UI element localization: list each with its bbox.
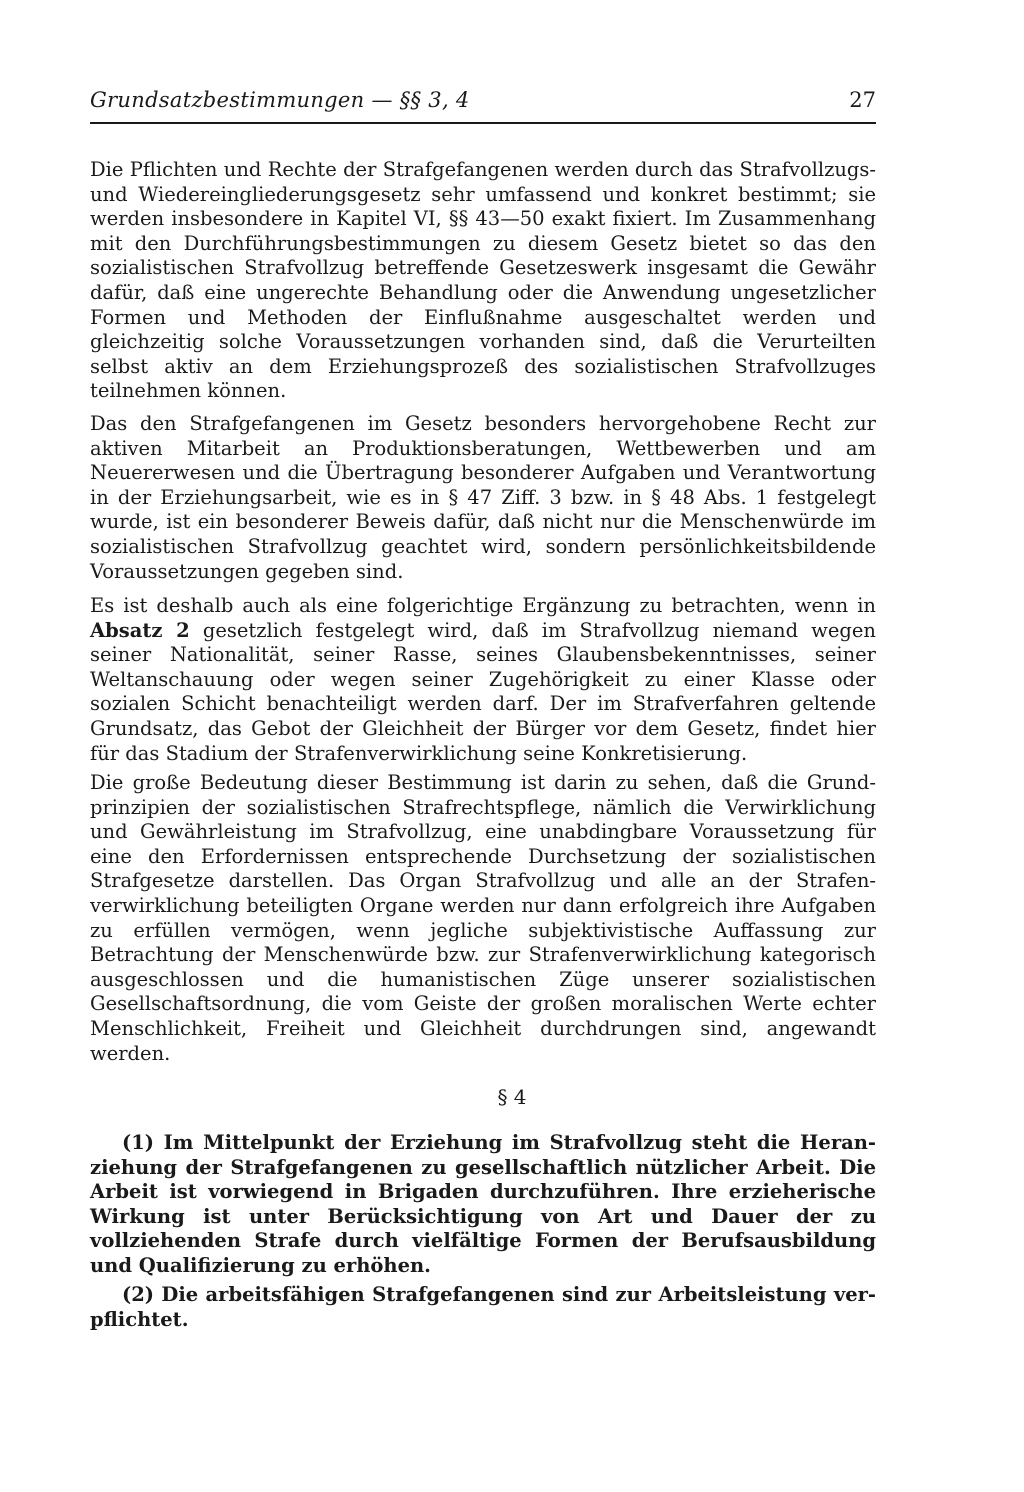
paragraph-absatz-2 bbox=[90, 594, 876, 766]
running-header bbox=[90, 84, 876, 124]
paragraph-absatz-2-rest: gesetzlich festgelegt wird, daß im Strafvollzug niemand wegen seiner Nationalität, seiner Rasse, seines Glaubensbekenntnisses, seiner Weltanschauung oder wegen seiner Zugehörigkeit zu einer Klasse oder sozialen Schicht benachteiligt werden darf. Der im Strafverfahren geltende Grundsatz, das Gebot der Gleichheit der Bürger vor dem Gesetz, findet hier für das Stadium der Strafenverwirklichung seine Konkretisierung. bbox=[90, 618, 876, 765]
paragraph-duties-rights: Die Pflichten und Rechte der Strafgefangenen werden durch das Strafvollzugs- und Wiedereingliederungsgesetz sehr umfassend und konkret bestimmt; sie werden insbesondere in Kapitel VI, §§ 43—50 exakt fixiert. Im Zusammenhang mit den Durchführungsbestimmungen zu diesem Gesetz bietet so das den sozialistischen Strafvollzug betreffende Gesetzeswerk insgesamt die Gewähr dafür, daß eine ungerechte Behandlung oder die Anwendung ungesetzlicher Formen und Methoden der Einflußnahme ausgeschaltet werden und gleichzeitig solche Voraussetzungen vorhanden sind, daß die Verurteilten selbst aktiv an dem Erziehungsprozeß des sozialistischen Strafvollzuges teilnehmen können. bbox=[90, 158, 876, 403]
absatz-2-reference: Absatz 2 bbox=[90, 618, 190, 642]
header-title: Grundsatzbestimmungen — §§ 3, 4 bbox=[90, 88, 470, 112]
section-heading: § 4 bbox=[497, 1085, 527, 1109]
paragraph-participation-right: Das den Strafgefangenen im Gesetz besonders hervorgehobene Recht zur aktiven Mitarbeit an Produktionsberatungen, Wettbewerben und am Neuererwesen und die Übertragung besonderer Aufgaben und Verantwortung in der Erziehungsarbeit, wie es in § 47 Ziff. 3 bzw. in § 48 Abs. 1 festgelegt wurde, ist ein besonderer Beweis dafür, daß nicht nur die Menschenwürde im sozialistischen Strafvollzug geachtet wird, sondern persönlichkeitsbildende Voraussetzungen gegeben sind. bbox=[90, 412, 876, 583]
paragraph-absatz-2-lead: Es ist deshalb auch als eine folgerichtige Ergänzung zu betrachten, wenn in bbox=[90, 594, 876, 617]
paragraph-significance: Die große Bedeutung dieser Bestimmung ist darin zu sehen, daß die Grundprinzipien der sozialistischen Strafrechtspflege, nämlich die Verwirklichung und Gewährleistung im Strafvollzug, eine unabdingbare Voraussetzung für eine den Erfordernissen entsprechende Durchsetzung der sozialistischen Strafgesetze darstellen. Das Organ Strafvollzug und alle an der Strafenverwirklichung beteiligten Organe werden nur dann erfolgreich ihre Aufgaben zu erfüllen vermögen, wenn jegliche subjektivistische Auffassung zur Betrachtung der Menschenwürde bzw. zur Strafenverwirklichung kategorisch ausgeschlossen und die humanistischen Züge unserer sozialistischen Gesellschaftsordnung, die vom Geiste der großen moralischen Werte echter Menschlichkeit, Freiheit und Gleichheit durchdrungen sind, angewandt werden. bbox=[90, 771, 876, 1065]
section-clause-2: (2) Die arbeitsfähigen Strafgefangenen sind zur Arbeitsleistung verpflichtet. bbox=[90, 1283, 876, 1331]
section-clause-1: (1) Im Mittelpunkt der Erziehung im Strafvollzug steht die Heranziehung der Strafgefangenen zu gesellschaftlich nützlicher Arbeit. Die Arbeit ist vorwiegend in Brigaden durchzuführen. Ihre erzieherische Wirkung ist unter Berücksichtigung von Art und Dauer der zu vollziehenden Strafe durch vielfältige Formen der Berufsausbildung und Qualifizierung zu erhöhen. bbox=[90, 1131, 876, 1277]
page-number: 27 bbox=[849, 88, 876, 112]
